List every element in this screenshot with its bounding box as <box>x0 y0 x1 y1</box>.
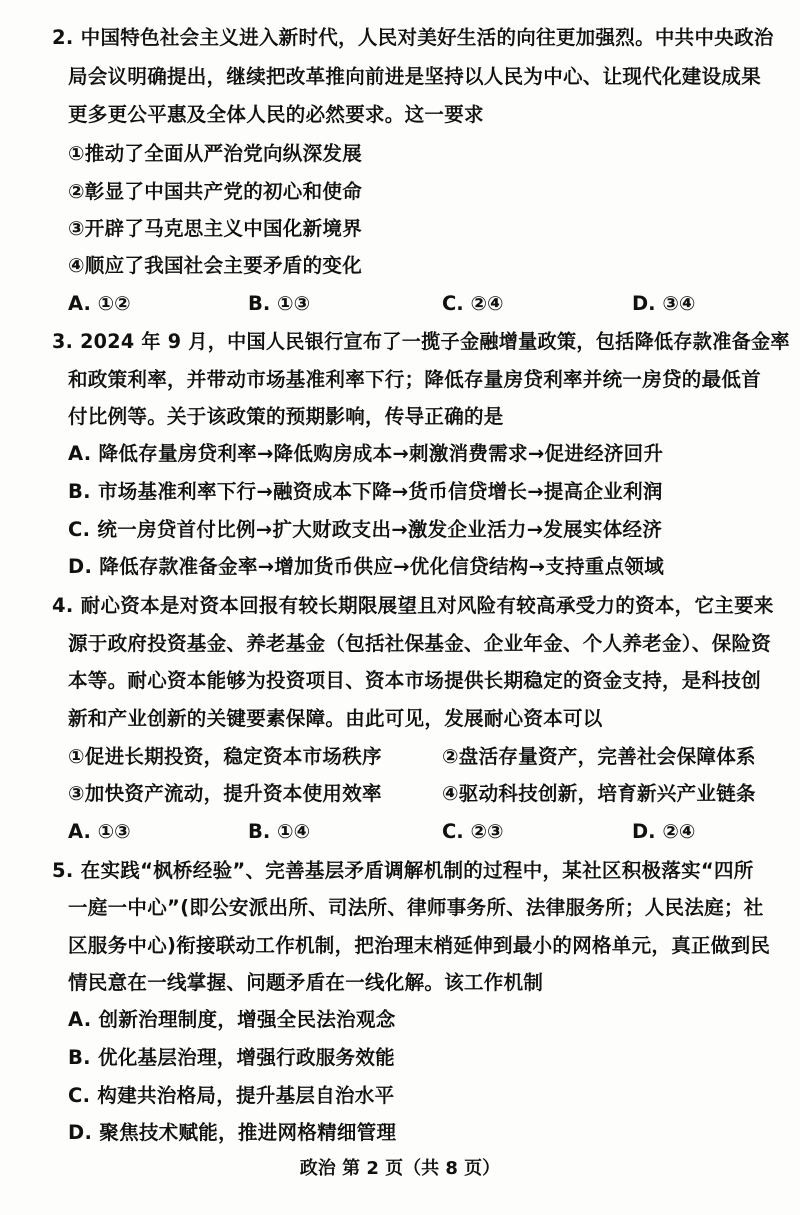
question-3-stem-line-3: 付比例等。关于该政策的预期影响，传导正确的是 <box>68 405 504 428</box>
question-2-stem-line-1: 2. 中国特色社会主义进入新时代，人民对美好生活的向往更加强烈。中共中央政治 <box>52 26 774 49</box>
question-3-stem-line-1: 3. 2024 年 9 月，中国人民银行宣布了一揽子金融增量政策，包括降低存款准备金率 <box>52 330 790 353</box>
question-2-statement-1: ①推动了全面从严治党向纵深发展 <box>68 142 363 165</box>
question-3-stem-line-2: 和政策利率，并带动市场基准利率下行；降低存量房贷利率并统一房贷的最低首 <box>68 368 762 391</box>
question-2-choice-a[interactable]: A. ①② <box>68 292 131 315</box>
question-3-option-d[interactable]: D. 降低存款准备金率→增加货币供应→优化信贷结构→支持重点领域 <box>68 555 664 578</box>
question-2-choice-d[interactable]: D. ③④ <box>632 292 696 315</box>
question-2-choice-b[interactable]: B. ①③ <box>248 292 311 315</box>
question-4-statement-1: ①促进长期投资，稳定资本市场秩序 <box>68 745 382 768</box>
question-3-option-b[interactable]: B. 市场基准利率下行→融资成本下降→货币信贷增长→提高企业利润 <box>68 480 663 503</box>
question-5-stem-line-4: 情民意在一线掌握、问题矛盾在一线化解。该工作机制 <box>68 971 544 994</box>
question-4-stem-line-4: 新和产业创新的关键要素保障。由此可见，发展耐心资本可以 <box>68 707 603 730</box>
question-2-choice-c[interactable]: C. ②④ <box>442 292 504 315</box>
question-2-statement-4: ④顺应了我国社会主要矛盾的变化 <box>68 254 363 277</box>
question-4-statement-3: ③加快资产流动，提升资本使用效率 <box>68 782 382 805</box>
page-footer: 政治 第 2 页（共 8 页） <box>299 1158 501 1179</box>
question-4-statement-2: ②盘活存量资产，完善社会保障体系 <box>442 745 756 768</box>
question-4-choice-c[interactable]: C. ②③ <box>442 820 504 843</box>
question-5-stem-line-1: 5. 在实践“枫桥经验”、完善基层矛盾调解机制的过程中，某社区积极落实“四所 <box>52 859 754 882</box>
question-2-stem-line-3: 更多更公平惠及全体人民的必然要求。这一要求 <box>68 103 484 126</box>
question-5-stem-line-2: 一庭一中心”(即公安派出所、司法所、律师事务所、法律服务所；人民法庭；社 <box>68 896 764 919</box>
question-2-statement-2: ②彰显了中国共产党的初心和使命 <box>68 180 363 203</box>
question-4-choice-a[interactable]: A. ①③ <box>68 820 131 843</box>
question-4-choice-d[interactable]: D. ②④ <box>632 820 696 843</box>
question-5-option-a[interactable]: A. 创新治理制度，增强全民法治观念 <box>68 1008 396 1031</box>
question-5-option-c[interactable]: C. 构建共治格局，提升基层自治水平 <box>68 1084 395 1107</box>
question-3-option-a[interactable]: A. 降低存量房贷利率→降低购房成本→刺激消费需求→促进经济回升 <box>68 442 664 465</box>
question-3-option-c[interactable]: C. 统一房贷首付比例→扩大财政支出→激发企业活力→发展实体经济 <box>68 518 663 541</box>
question-5-option-b[interactable]: B. 优化基层治理，增强行政服务效能 <box>68 1046 395 1069</box>
question-4-stem-line-1: 4. 耐心资本是对资本回报有较长期限展望且对风险有较高承受力的资本，它主要来 <box>52 594 774 617</box>
question-4-stem-line-3: 本等。耐心资本能够为投资项目、资本市场提供长期稳定的资金支持，是科技创 <box>68 669 762 692</box>
question-5-stem-line-3: 区服务中心)衔接联动工作机制，把治理末梢延伸到最小的网格单元，真正做到民 <box>68 934 771 957</box>
question-4-statement-4: ④驱动科技创新，培育新兴产业链条 <box>442 782 756 805</box>
question-2-statement-3: ③开辟了马克思主义中国化新境界 <box>68 217 363 240</box>
question-2-stem-line-2: 局会议明确提出，继续把改革推向前进是坚持以人民为中心、让现代化建设成果 <box>68 65 762 88</box>
question-5-option-d[interactable]: D. 聚焦技术赋能，推进网格精细管理 <box>68 1121 397 1144</box>
question-4-stem-line-2: 源于政府投资基金、养老基金（包括社保基金、企业年金、个人养老金）、保险资 <box>68 632 772 655</box>
question-4-choice-b[interactable]: B. ①④ <box>248 820 311 843</box>
